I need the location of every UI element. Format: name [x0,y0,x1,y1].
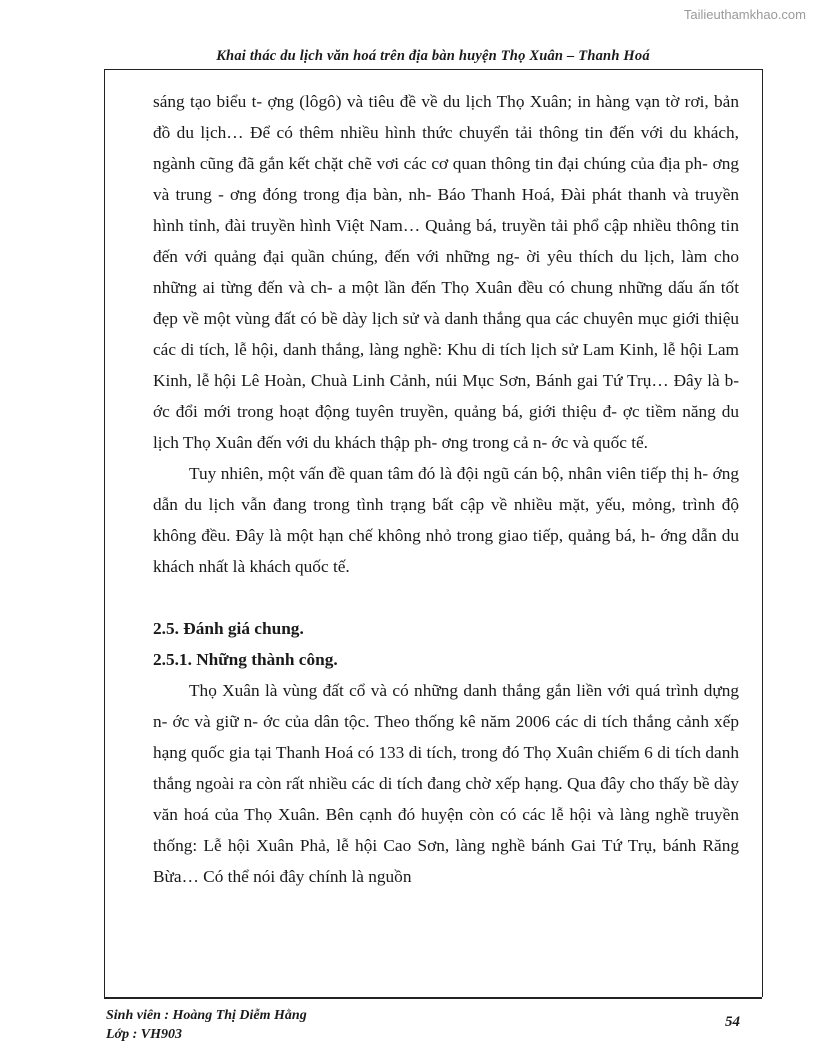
footer-rule [104,997,762,999]
section-heading: 2.5. Đánh giá chung. [153,619,304,638]
paragraph-achievements: Thọ Xuân là vùng đất cổ và có những danh thắng gắn liền với quá trình dựng n- ớc và giữ n- ớc của dân tộc. Theo thống kê năm 2006 các di tích thắng cảnh xếp hạng quốc gia tại Thanh Hoá có 133 di tích, trong đó Thọ Xuân chiếm 6 di tích danh thắng ngoài ra còn rất nhiều các di tích đang chờ xếp hạng. Qua đây cho thấy bề dày văn hoá của Thọ Xuân. Bên cạnh đó huyện còn có các lễ hội và làng nghề truyền thống: Lễ hội Xuân Phả, lễ hội Cao Sơn, làng nghề bánh Gai Tứ Trụ, bánh Răng Bừa… Có thể nói đây chính là nguồn [153,681,739,886]
paragraph-limitations: Tuy nhiên, một vấn đề quan tâm đó là đội ngũ cán bộ, nhân viên tiếp thị h- ớng dẫn du lịch vẫn đang trong tình trạng bất cập về nhiều mặt, yếu, mỏng, trình độ không đều. Đây là một hạn chế không nhỏ trong giao tiếp, quảng bá, h- ớng dẫn du khách nhất là khách quốc tế. [153,464,739,576]
watermark: Tailieuthamkhao.com [683,7,806,22]
paragraph-promotion: sáng tạo biểu t- ợng (lôgô) và tiêu đề về du lịch Thọ Xuân; in hàng vạn tờ rơi, bản đồ du lịch… Để có thêm nhiều hình thức chuyển tải thông tin đến với du khách, ngành cũng đã gắn kết chặt chẽ vơi các cơ quan thông tin đại chúng của địa ph- ơng và trung - ơng đóng trong địa bàn, nh- Báo Thanh Hoá, Đài phát thanh và truyền hình tỉnh, đài truyền hình Việt Nam… Quảng bá, truyền tải phổ cập nhiều thông tin đến với quảng đại quần chúng, đến với những ng- ời yêu thích du lịch, làm cho những ai từng đến và ch- a một lần đến Thọ Xuân đều có chung những dấu ấn tốt đẹp về một vùng đất có bề dày lịch sử và danh thắng qua các chuyên mục giới thiệu các di tích, lễ hội, danh thắng, làng nghề: Khu di tích lịch sử Lam Kinh, lễ hội Lam Kinh, lễ hội Lê Hoàn, Chuà Linh Cảnh, núi Mục Sơn, Bánh gai Tứ Trụ… Đây là b- ớc đổi mới trong hoạt động tuyên truyền, quảng bá, giới thiệu đ- ợc tiềm năng du lịch Thọ Xuân đến với du khách thập ph- ơng trong cả n- ớc và quốc tế. [153,92,739,452]
header-rule [104,69,762,70]
subsection-heading: 2.5.1. Những thành công. [153,650,338,669]
running-header: Khai thác du lịch văn hoá trên địa bàn huyện Thọ Xuân – Thanh Hoá [216,48,650,64]
page-body [153,86,739,892]
page-border-right [762,69,763,997]
footer-student: Sinh viên : Hoàng Thị Diễm Hằng [106,1008,307,1023]
page-border-left [104,69,105,997]
footer-class: Lớp : VH903 [106,1027,182,1042]
spacer [153,582,739,613]
page-number: 54 [725,1014,740,1030]
